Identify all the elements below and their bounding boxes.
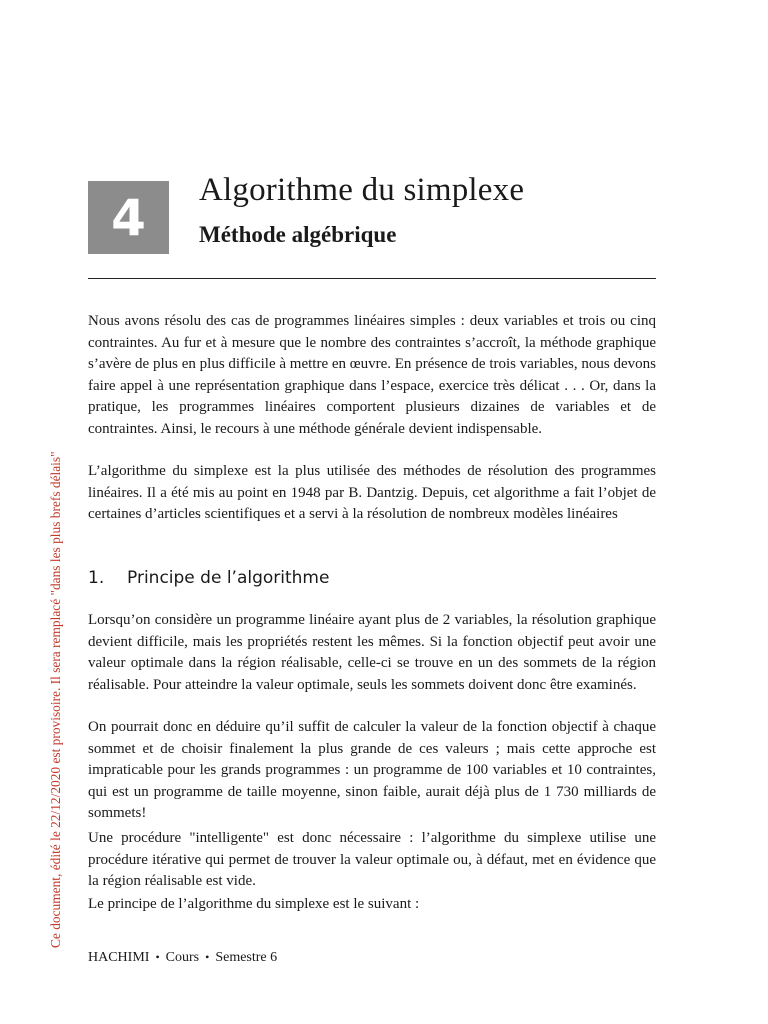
section-heading <box>88 568 329 588</box>
chapter-title: Algorithme du simplexe <box>199 172 525 208</box>
intro-paragraph-2: L’algorithme du simplexe est la plus utilisée des méthodes de résolution des programmes linéaires. Il a été mis au point en 1948 par B. Dantzig. Depuis, cet algorithme a fait l’objet de certaines d’articles scientifiques et a servi à la résolution de nombreux modèles linéaires <box>88 463 656 523</box>
title-divider <box>88 278 656 279</box>
footer-author: HACHIMI <box>88 950 150 965</box>
footer-course: Cours <box>165 950 200 965</box>
section-number: 1. <box>88 568 105 588</box>
section-paragraph-1: Lorsqu’on considère un programme linéaire ayant plus de 2 variables, la résolution graphique devient difficile, mais les propriétés restent les mêmes. Si la fonction objectif peut avoir une valeur optimale dans la région réalisable, celle-ci se trouve en un des sommets de la région réalisable. Pour atteindre la valeur optimale, seuls les sommets doivent donc être examinés. <box>88 612 656 693</box>
section-paragraph-4: Le principe de l’algorithme du simplexe est le suivant : <box>88 896 420 912</box>
intro-paragraph-1: Nous avons résolu des cas de programmes linéaires simples : deux variables et trois ou cinq contraintes. Au fur et à mesure que le nombre des contraintes s’accroît, la méthode graphique s’avère de plus en plus difficile à mettre en œuvre. En présence de trois variables, nous devons faire appel à une représentation graphique dans l’espace, exercice très délicat . . . Or, dans la pratique, les programmes linéaires comportent plusieurs dizaines de variables et de contraintes. Ainsi, le recours à une méthode générale devient indispensable. <box>88 313 656 437</box>
provisional-notice: Ce document, édité le 22/12/2020 est provisoire. Il sera remplacé "dans les plus brefs délais" <box>48 451 63 948</box>
page-footer <box>88 950 277 966</box>
chapter-number: 4 <box>111 188 146 247</box>
footer-separator: • <box>155 950 160 964</box>
chapter-number-box <box>88 181 169 254</box>
section-title: Principe de l’algorithme <box>127 568 330 588</box>
chapter-subtitle: Méthode algébrique <box>199 222 397 247</box>
section-paragraph-2: On pourrait donc en déduire qu’il suffit de calculer la valeur de la fonction objectif à chaque sommet et de choisir finalement la plus grande de ces valeurs ; mais cette approche est impraticable pour les grands programmes : un programme de 100 variables et 10 contraintes, qui est un programme de taille moyenne, sinon faible, aurait déjà plus de 1 730 milliards de sommets! <box>88 719 656 822</box>
footer-semester: Semestre 6 <box>215 950 278 965</box>
footer-separator: • <box>205 950 210 964</box>
section-paragraph-3: Une procédure "intelligente" est donc nécessaire : l’algorithme du simplexe utilise une procédure itérative qui permet de trouver la valeur optimale ou, à défaut, met en évidence que la région réalisable est vide. <box>88 830 656 890</box>
